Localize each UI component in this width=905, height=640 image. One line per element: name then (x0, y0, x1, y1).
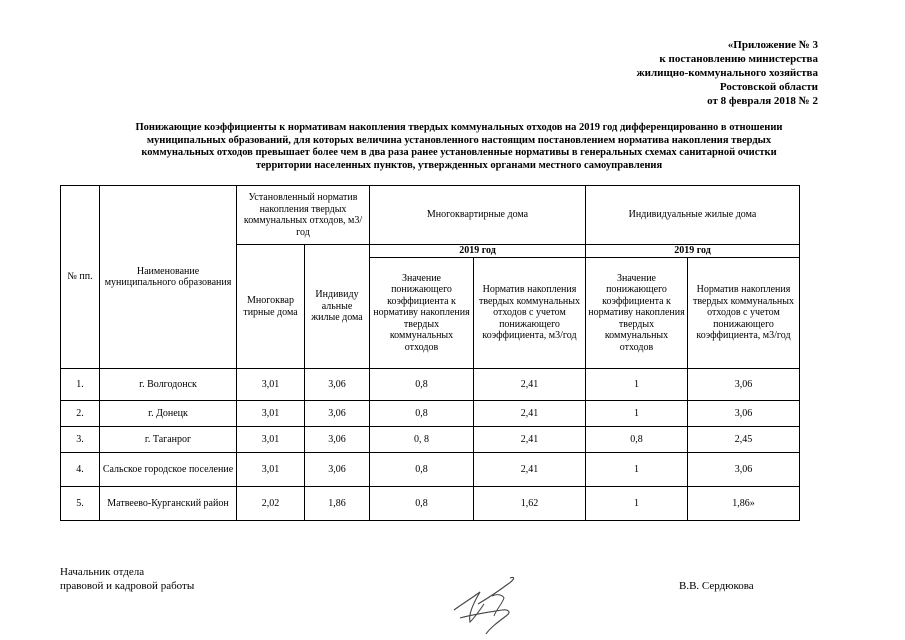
header-apartment-group: Многоквартирные дома (370, 186, 586, 245)
handwritten-signature (444, 560, 529, 638)
signer-name: В.В. Сердюкова (679, 580, 754, 592)
cell-coef-apartment: 0,8 (370, 453, 474, 487)
cell-norm-individual: 3,06 (688, 453, 800, 487)
header-norm-individual: Норматив накопления твердых коммунальных отходов с учетом понижающего коэффициента, м3/год (688, 258, 800, 369)
cell-est-apartment: 3,01 (237, 401, 305, 427)
cell-norm-individual: 3,06 (688, 369, 800, 401)
cell-norm-individual: 1,86» (688, 487, 800, 521)
table-row (61, 369, 800, 401)
table-row (61, 487, 800, 521)
header-name: Наименование муниципального образования (100, 186, 237, 369)
header-coef-individual: Значение понижающего коэффициента к нормативу накопления твердых коммунальных отходов (586, 258, 688, 369)
cell-coef-apartment: 0, 8 (370, 427, 474, 453)
cell-coef-individual: 0,8 (586, 427, 688, 453)
cell-num: 3. (61, 427, 100, 453)
header-year-individual: 2019 год (586, 245, 800, 258)
cell-coef-individual: 1 (586, 453, 688, 487)
cell-num: 5. (61, 487, 100, 521)
header-est-individual: Индивиду альные жилые дома (305, 245, 370, 369)
cell-norm-apartment: 1,62 (474, 487, 586, 521)
cell-est-individual: 3,06 (305, 369, 370, 401)
cell-est-apartment: 3,01 (237, 369, 305, 401)
header-individual-group: Индивидуальные жилые дома (586, 186, 800, 245)
header-established: Установленный норматив накопления твердых коммунальных отходов, м3/год (237, 186, 370, 245)
cell-est-individual: 1,86 (305, 487, 370, 521)
cell-norm-individual: 2,45 (688, 427, 800, 453)
cell-coef-apartment: 0,8 (370, 401, 474, 427)
cell-norm-apartment: 2,41 (474, 401, 586, 427)
table-row (61, 453, 800, 487)
header-norm-apartment: Норматив накопления твердых коммунальных отходов с учетом понижающего коэффициента, м3/год (474, 258, 586, 369)
appendix-line: «Приложение № 3 (727, 39, 818, 51)
appendix-line: Ростовской области (719, 81, 818, 93)
cell-norm-apartment: 2,41 (474, 369, 586, 401)
cell-est-individual: 3,06 (305, 401, 370, 427)
table-row (61, 401, 800, 427)
signer-position-line: Начальник отдела (60, 566, 145, 578)
cell-est-individual: 3,06 (305, 453, 370, 487)
cell-norm-apartment: 2,41 (474, 427, 586, 453)
cell-coef-apartment: 0,8 (370, 487, 474, 521)
cell-num: 1. (61, 369, 100, 401)
cell-num: 2. (61, 401, 100, 427)
cell-name: Сальское городское поселение (100, 453, 237, 487)
header-coef-apartment: Значение понижающего коэффициента к нормативу накопления твердых коммунальных отходов (370, 258, 474, 369)
cell-coef-individual: 1 (586, 369, 688, 401)
header-num: № пп. (61, 186, 100, 369)
appendix-line: к постановлению министерства (659, 53, 818, 65)
title-line: муниципальных образований, для которых величина установленного настоящим постановлением норматива накопления твердых (146, 134, 772, 146)
title-line: Понижающие коэффициенты к нормативам накопления твердых коммунальных отходов на 2019 год дифференцированно в отношении (135, 122, 783, 133)
title-line: территории населенных пунктов, утвержденных органами местного самоуправления (255, 159, 663, 171)
appendix-line: от 8 февраля 2018 № 2 (707, 95, 818, 107)
cell-est-apartment: 3,01 (237, 453, 305, 487)
cell-name: Матвеево-Курганский район (100, 487, 237, 521)
cell-norm-apartment: 2,41 (474, 453, 586, 487)
appendix-header (637, 38, 818, 108)
document-title (78, 122, 840, 172)
cell-norm-individual: 3,06 (688, 401, 800, 427)
coefficients-table (60, 185, 800, 521)
cell-coef-apartment: 0,8 (370, 369, 474, 401)
signer-position-line: правовой и кадровой работы (60, 580, 195, 592)
header-est-apartment: Многоквар тирные дома (237, 245, 305, 369)
signer-position (60, 565, 194, 593)
cell-coef-individual: 1 (586, 401, 688, 427)
cell-est-apartment: 2,02 (237, 487, 305, 521)
cell-est-apartment: 3,01 (237, 427, 305, 453)
appendix-line: жилищно-коммунального хозяйства (636, 67, 818, 79)
cell-name: г. Таганрог (100, 427, 237, 453)
cell-coef-individual: 1 (586, 487, 688, 521)
header-year-apartment: 2019 год (370, 245, 586, 258)
cell-est-individual: 3,06 (305, 427, 370, 453)
cell-num: 4. (61, 453, 100, 487)
table-row (61, 427, 800, 453)
cell-name: г. Донецк (100, 401, 237, 427)
cell-name: г. Волгодонск (100, 369, 237, 401)
title-line: коммунальных отходов превышает более чем в два раза ранее установленные нормативы в генеральных схемах санитарной очистки (141, 147, 777, 158)
